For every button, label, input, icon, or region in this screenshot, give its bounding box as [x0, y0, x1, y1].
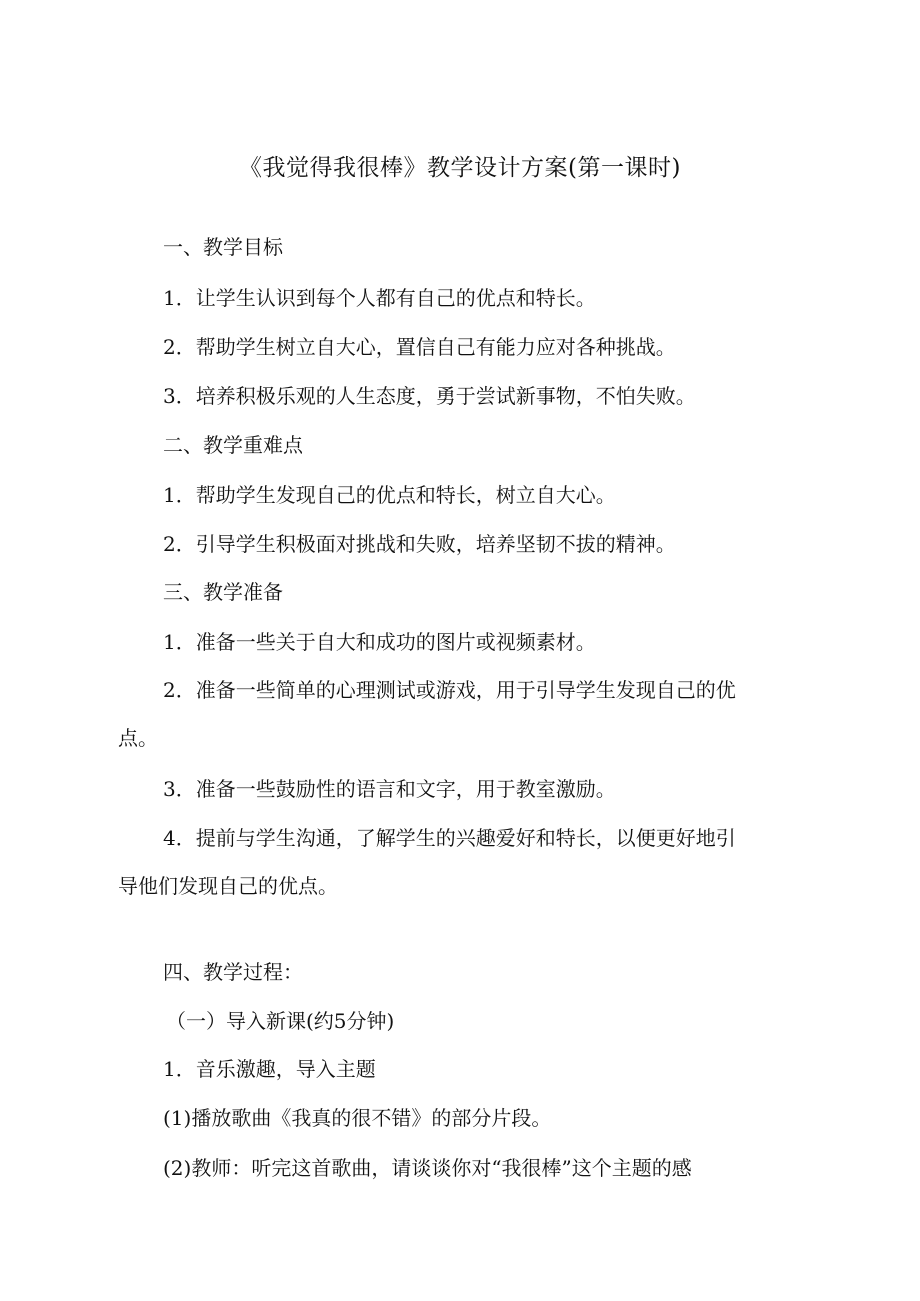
- prep-item-2-line-1: 2．准备一些简单的心理测试或游戏，用于引导学生发现自己的优: [163, 678, 736, 702]
- section-heading-keypoints: 二、教学重难点: [163, 433, 303, 457]
- goal-item-2: 2．帮助学生树立自大心，置信自己有能力应对各种挑战。: [163, 335, 676, 359]
- prep-item-4-line-1: 4．提前与学生沟通，了解学生的兴趣爱好和特长，以便更好地引: [163, 826, 736, 850]
- process-step-1b: (2)教师：听完这首歌曲，请谈谈你对“我很棒”这个主题的感: [163, 1156, 692, 1180]
- section-heading-process: 四、教学过程：: [163, 960, 303, 984]
- process-step-1a: (1)播放歌曲《我真的很不错》的部分片段。: [163, 1106, 552, 1130]
- keypoint-item-2: 2．引导学生积极面对挑战和失败，培养坚韧不拔的精神。: [163, 532, 676, 556]
- prep-item-3: 3．准备一些鼓励性的语言和文字，用于教室激励。: [163, 777, 616, 801]
- process-subheading: （一）导入新课(约5分钟): [166, 1009, 395, 1033]
- section-heading-goals: 一、教学目标: [163, 235, 283, 259]
- keypoint-item-1: 1．帮助学生发现自己的优点和特长，树立自大心。: [163, 483, 616, 507]
- goal-item-3: 3．培养积极乐观的人生态度，勇于尝试新事物，不怕失败。: [163, 384, 696, 408]
- document-title: 《我觉得我很棒》教学设计方案(第一课时): [239, 155, 681, 181]
- prep-item-4-line-2: 导他们发现自己的优点。: [118, 874, 338, 898]
- process-step-1: 1．音乐激趣，导入主题: [163, 1057, 376, 1081]
- prep-item-2-line-2: 点。: [118, 726, 158, 750]
- goal-item-1: 1．让学生认识到每个人都有自己的优点和特长。: [163, 286, 596, 310]
- prep-item-1: 1．准备一些关于自大和成功的图片或视频素材。: [163, 630, 596, 654]
- section-heading-prep: 三、教学准备: [163, 580, 283, 604]
